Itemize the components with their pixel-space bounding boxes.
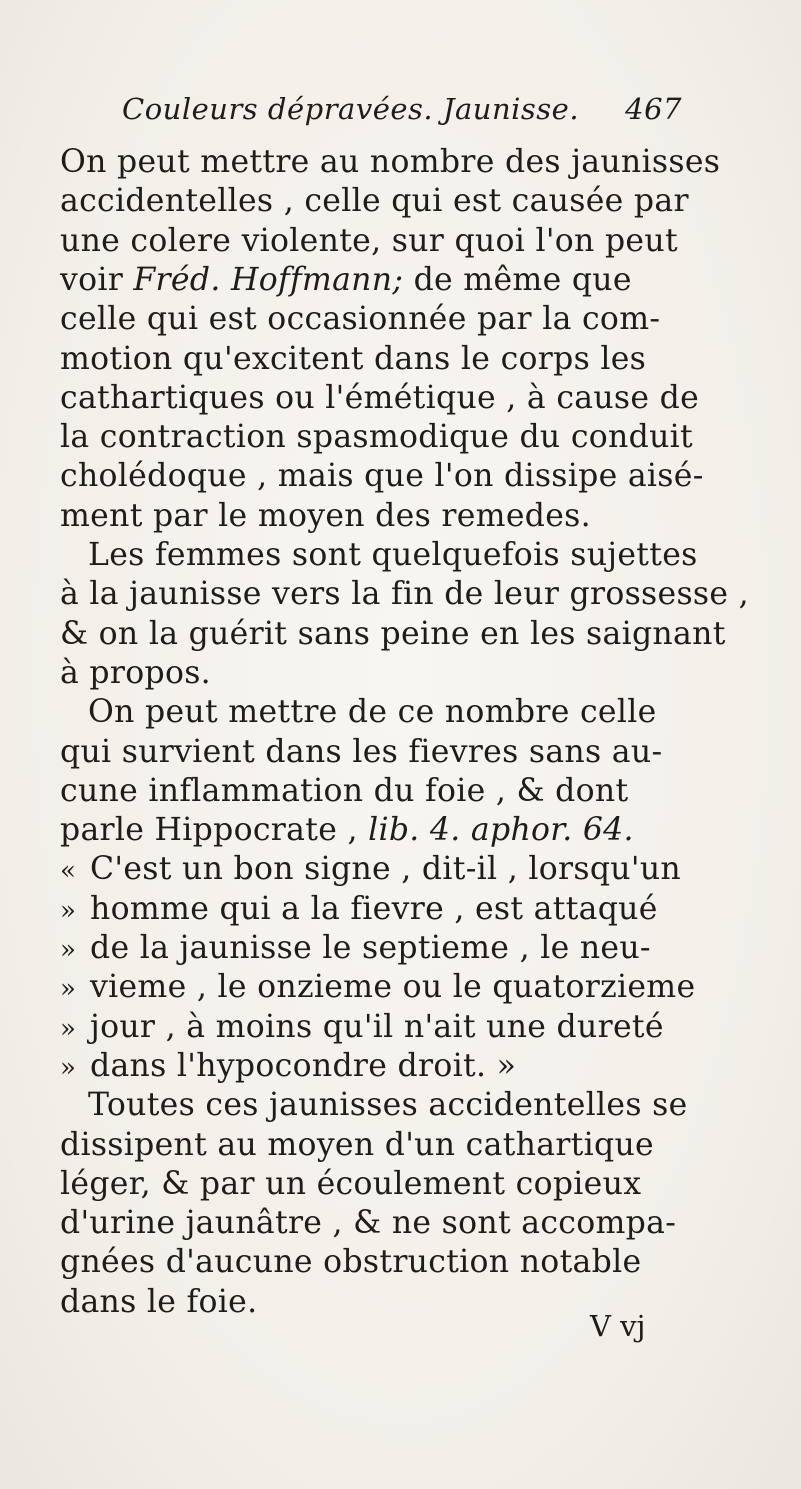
text-line: cune inflammation du foie , & dont (60, 772, 629, 809)
text-line: cholédoque , mais que l'on dissipe aisé- (60, 458, 704, 495)
text-line: la contraction spasmodique du conduit (60, 419, 693, 456)
page-header (122, 92, 682, 142)
text-line (60, 1046, 516, 1086)
quote-mark: » (60, 974, 77, 1005)
quote-mark: » (60, 1013, 77, 1044)
text-line: une colere violente, sur quoi l'on peut (60, 222, 678, 259)
text-line: léger, & par un écoulement copieux (60, 1165, 642, 1202)
line-text: parle Hippocrate , (60, 812, 369, 849)
line-text: homme qui a la fievre , est attaqué (90, 890, 658, 927)
italic-citation: Fréd. Hoffmann; (133, 261, 404, 298)
text-line (60, 849, 681, 889)
text-line: Les femmes sont quelquefois sujettes (88, 537, 698, 573)
quote-mark: » (60, 895, 77, 926)
text-line: celle qui est occasionnée par la com- (60, 301, 661, 338)
line-text: de la jaunisse le septieme , le neu- (90, 930, 651, 966)
italic-citation: lib. 4. aphor. 64. (368, 812, 634, 849)
text-line: dissipent au moyen d'un cathartique (60, 1126, 655, 1163)
text-line: Toutes ces jaunisses accidentelles se (88, 1087, 688, 1124)
text-line: à la jaunisse vers la fin de leur grossesse , (60, 576, 749, 613)
text-line: dans le foie. (60, 1283, 258, 1320)
text-line: & on la guérit sans peine en les saignant (60, 615, 726, 652)
text-line (60, 1007, 664, 1047)
text-line: à propos. (60, 654, 211, 691)
text-line: On peut mettre au nombre des jaunisses (60, 144, 721, 180)
page-number: 467 (625, 92, 682, 126)
line-text: vieme , le onzieme ou le quatorzieme (90, 969, 696, 1006)
text-line: d'urine jaunâtre , & ne sont accompa- (60, 1205, 677, 1242)
text-line: gnées d'aucune obstruction notable (60, 1244, 642, 1281)
quote-mark: » (60, 1052, 77, 1083)
signature-mark: V vj (590, 1309, 646, 1343)
line-text: C'est un bon signe , dit-il , lorsqu'un (90, 851, 682, 888)
text-line: motion qu'excitent dans le corps les (60, 340, 647, 377)
line-text: de même que (403, 261, 632, 298)
line-text: voir (60, 261, 134, 298)
line-text: jour , à moins qu'il n'ait une dureté (90, 1008, 664, 1045)
running-head: Couleurs dépravées. Jaunisse. (122, 92, 580, 126)
text-line: ment par le moyen des remedes. (60, 497, 591, 534)
text-line: On peut mettre de ce nombre celle (88, 694, 657, 731)
quote-mark: » (60, 935, 77, 965)
text-line: accidentelles , celle qui est causée par (60, 183, 689, 220)
line-text: dans l'hypocondre droit. » (90, 1047, 517, 1084)
text-line (60, 810, 634, 850)
quote-mark: « (60, 856, 77, 887)
text-line (60, 967, 695, 1007)
text-line (60, 928, 651, 968)
text-line: cathartiques ou l'émétique , à cause de (60, 379, 700, 416)
text-line: qui survient dans les fievres sans au- (60, 733, 663, 770)
text-line (60, 260, 632, 300)
text-line (60, 889, 658, 929)
